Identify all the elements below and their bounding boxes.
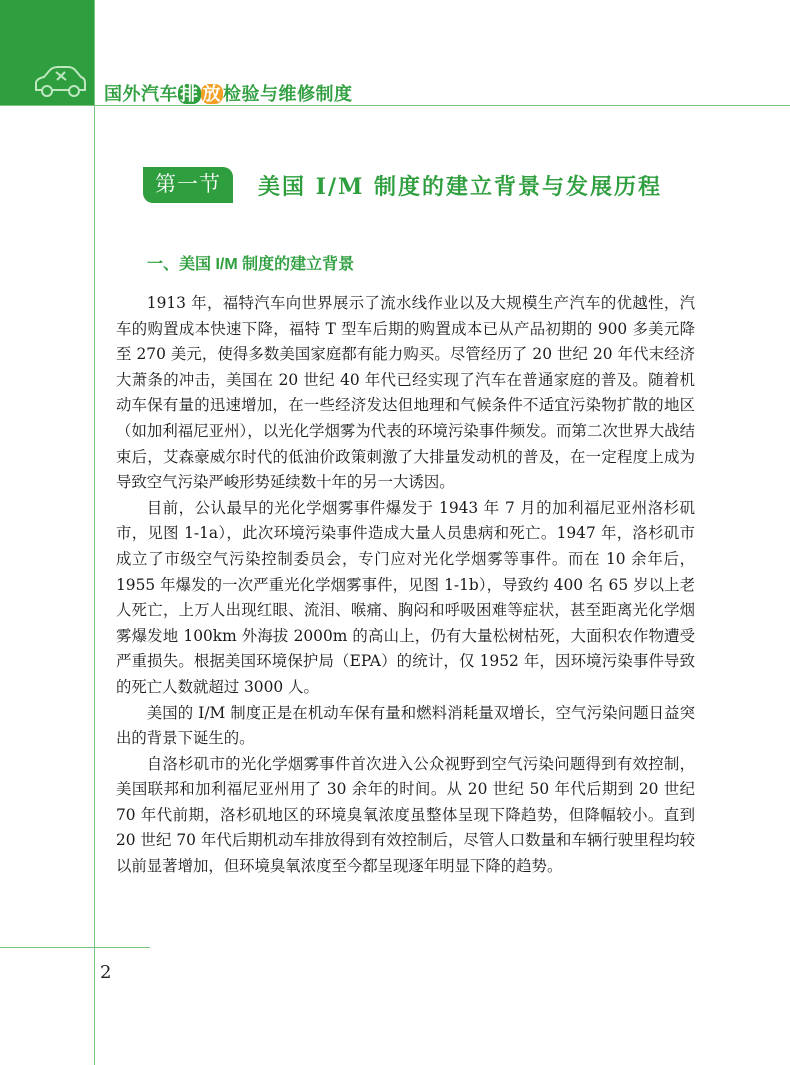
header-green-block (0, 0, 94, 105)
margin-vertical-rule (94, 0, 95, 1065)
running-header-title: 国外汽车 排 放 检验与维修制度 (104, 84, 353, 104)
page-number: 2 (100, 962, 112, 983)
section-badge: 第一节 (143, 167, 233, 203)
footer-rule (0, 947, 150, 948)
section-title: 美国 I/M 制度的建立背景与发展历程 (258, 174, 662, 200)
car-wrench-icon (30, 60, 88, 100)
paragraph: 美国的 I/M 制度正是在机动车保有量和燃料消耗量双增长，空气污染问题日益突出的背景下诞生的。 (116, 703, 695, 748)
body-text (116, 291, 695, 880)
header-highlight-char: 排 (180, 84, 199, 104)
paragraph: 1913 年，福特汽车向世界展示了流水线作业以及大规模生产汽车的优越性，汽车的购置成本快速下降，福特 T 型车后期的购置成本已从产品初期的 900 多美元降至 270 美元，使得多数美国家庭都有能力购买。尽管经历了 20 世纪 20 年代末经济大萧条的冲击，美国在 20 世纪 40 年代已经实现了汽车在普通家庭的普及。随着机动车保有量的迅速增加，在一些经济发达但地理和气候条件不适宜污染物扩散的地区（如加利福尼亚州），以光化学烟雾为代表的环境污染事件频发。而第二次世界大战结束后，艾森豪威尔时代的低油价政策刺激了大排量发动机的普及，在一定程度上成为导致空气污染严峻形势延续数十年的另一大诱因。 (116, 294, 695, 492)
header-highlight-char: 放 (202, 84, 221, 104)
paragraph: 自洛杉矶市的光化学烟雾事件首次进入公众视野到空气污染问题得到有效控制，美国联邦和加利福尼亚州用了 30 余年的时间。从 20 世纪 50 年代后期到 20 世纪 70 年代前期，洛杉矶地区的环境臭氧浓度虽整体呈现下降趋势，但降幅较小。直到 20 世纪 70 年代后期机动车排放得到有效控制后，尽管人口数量和车辆行驶里程均较以前显著增加，但环境臭氧浓度至今都呈现逐年明显下降的趋势。 (116, 754, 695, 876)
sub-heading: 一、美国 I/M 制度的建立背景 (147, 256, 355, 273)
paragraph: 目前，公认最早的光化学烟雾事件爆发于 1943 年 7 月的加利福尼亚州洛杉矶市，见图 1-1a），此次环境污染事件造成大量人员患病和死亡。1947 年，洛杉矶市成立了市级空气污染控制委员会，专门应对光化学烟雾等事件。而在 10 余年后，1955 年爆发的一次严重光化学烟雾事件，见图 1-1b），导致约 400 名 65 岁以上老人死亡，上万人出现红眼、流泪、喉痛、胸闷和呼吸困难等症状，甚至距离光化学烟雾爆发地 100km 外海拔 2000m 的高山上，仍有大量松树枯死，大面积农作物遭受严重损失。根据美国环境保护局（EPA）的统计，仅 1952 年，因环境污染事件导致的死亡人数就超过 3000 人。 (116, 498, 695, 696)
